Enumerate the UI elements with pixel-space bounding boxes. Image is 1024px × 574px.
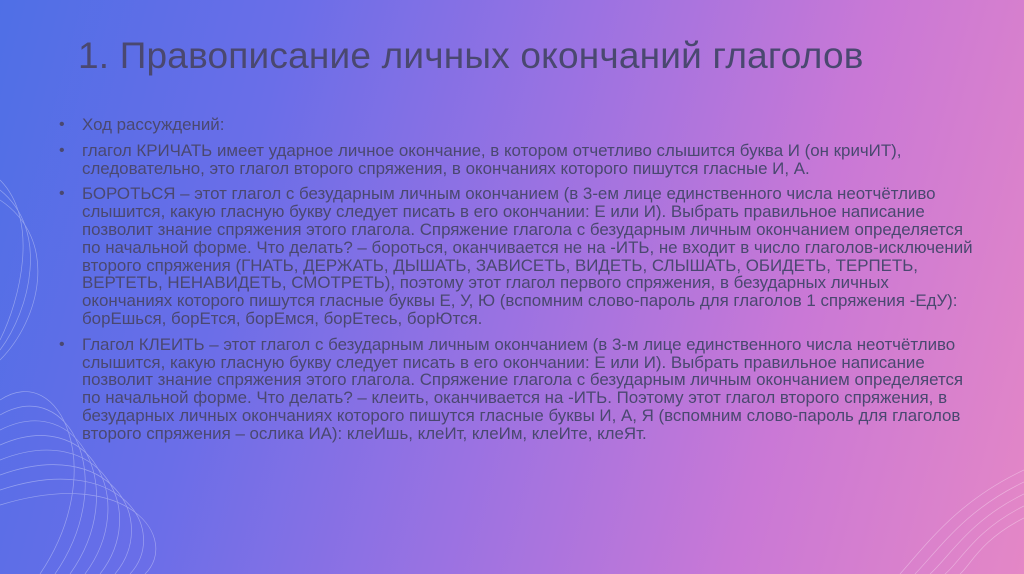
list-item — [58, 185, 978, 327]
list-item — [58, 336, 978, 443]
bullet-icon: • — [59, 185, 65, 203]
list-item — [58, 116, 978, 134]
bullet-icon: • — [59, 116, 65, 133]
slide-title: 1. Правописание личных окончаний глаголов — [78, 35, 864, 76]
list-item-text: глагол КРИЧАТЬ имеет ударное личное окончание, в котором отчетливо слышится буква И (он кричИТ), следовательно, это глагол второго спряжения, в окончаниях которого пишутся гласные И, А. — [82, 140, 902, 178]
bullet-list — [58, 116, 978, 451]
bullet-icon: • — [59, 141, 65, 159]
list-item-text: БОРОТЬСЯ – этот глагол с безударным личным окончанием (в 3-ем лице единственного числа неотчётливо слышится, какую гласную букву следует писать в его окончании: Е или И). Выбрать правильное написание позволит знание спряжения этого глагола. Спряжение глагола с безударным личным окончанием определяется по начальной форме. Что делать? – бороться, оканчивается не на -ИТЬ, не входит в число глаголов-исключений второго спряжения (ГНАТЬ, ДЕРЖАТЬ, ДЫШАТЬ, ЗАВИСЕТЬ, ВИДЕТЬ, СЛЫШАТЬ, ОБИДЕТЬ, ТЕРПЕТЬ, ВЕРТЕТЬ, НЕНАВИДЕТЬ, СМОТРЕТЬ), поэтому этот глагол первого спряжения, в безударных личных окончаниях которого пишутся гласные буквы Е, У, Ю (вспомним слово-пароль для глаголов 1 спряжения -ЕдУ): борЕшься, борЕтся, борЕмся, борЕтесь, борЮтся. — [82, 184, 973, 328]
list-item-text: Ход рассуждений: — [82, 115, 225, 134]
bullet-icon: • — [59, 335, 65, 353]
list-item-text: Глагол КЛЕИТЬ – этот глагол с безударным личным окончанием (в 3-м лице единственного числа неотчётливо слышится, какую гласную букву следует писать в его окончании: Е или И). Выбрать правильное написание позволит знание спряжения этого глагола. Спряжение глагола с безударным личным окончанием определяется по начальной форме. Что делать? – клеить, оканчивается на -ИТЬ. Поэтому этот глагол второго спряжения, в безударных личных окончаниях которого пишутся гласные буквы И, А, Я (вспомним слово-пароль для глаголов второго спряжения – ослика ИА): клеИшь, клеИт, клеИм, клеИте, клеЯт. — [82, 334, 964, 443]
list-item — [58, 142, 978, 178]
